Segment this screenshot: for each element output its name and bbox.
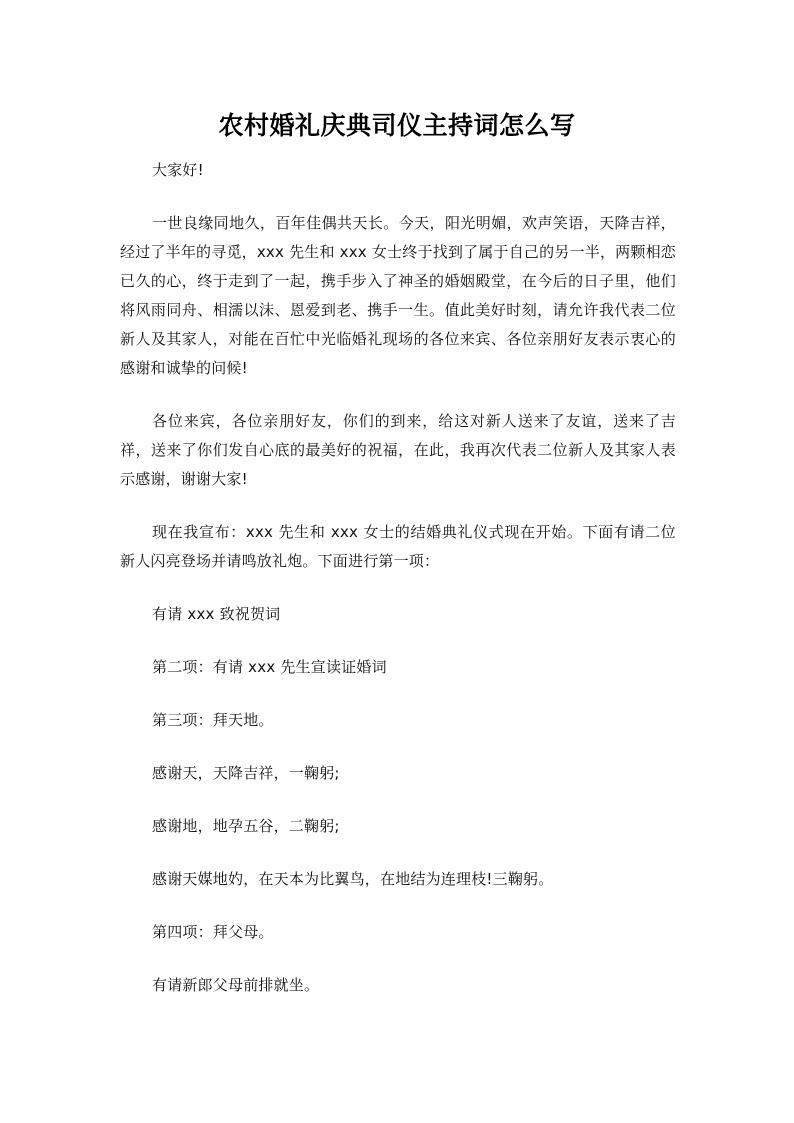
announcement-paragraph: 现在我宣布：xxx 先生和 xxx 女士的结婚典礼仪式现在开始。下面有请二位新人闪亮登场并请鸣放礼炮。下面进行第一项：: [120, 523, 676, 570]
thanks-paragraph: 各位来宾，各位亲朋好友，你们的到来，给这对新人送来了友谊，送来了吉祥，送来了你们发自心底的最美好的祝福，在此，我再次代表二位新人及其家人表示感谢，谢谢大家!: [120, 412, 676, 488]
item-one-paragraph: 有请 xxx 致祝贺词: [152, 605, 281, 623]
opening-paragraph: 一世良缘同地久，百年佳偶共天长。今天，阳光明媚，欢声笑语，天降吉祥，经过了半年的寻觅，xxx 先生和 xxx 女士终于找到了属于自己的另一半，两颗相恋已久的心，终于走到了一起，携手步入了神圣的婚姻殿堂，在今后的日子里，他们将风雨同舟、相濡以沫、恩爱到老、携手一生。值此美好时刻，请允许我代表二位新人及其家人，对能在百忙中光临婚礼现场的各位来宾、各位亲朋好友表示衷心的感谢和诚挚的问候!: [120, 214, 676, 377]
item-three-paragraph: 第三项：拜天地。: [152, 711, 274, 729]
parents-seat-paragraph: 有请新郎父母前排就坐。: [152, 976, 320, 994]
item-four-paragraph: 第四项：拜父母。: [152, 923, 274, 941]
document-body: [120, 156, 676, 1000]
greeting-paragraph: 大家好!: [152, 161, 204, 179]
document-title: 农村婚礼庆典司仪主持词怎么写: [218, 111, 576, 140]
item-two-paragraph: 第二项：有请 xxx 先生宣读证婚词: [152, 658, 387, 676]
bow-three-paragraph: 感谢天媒地妁，在天本为比翼鸟，在地结为连理枝!三鞠躬。: [152, 870, 554, 888]
bow-one-paragraph: 感谢天，天降吉祥，一鞠躬;: [152, 764, 340, 782]
bow-two-paragraph: 感谢地，地孕五谷，二鞠躬;: [152, 817, 340, 835]
